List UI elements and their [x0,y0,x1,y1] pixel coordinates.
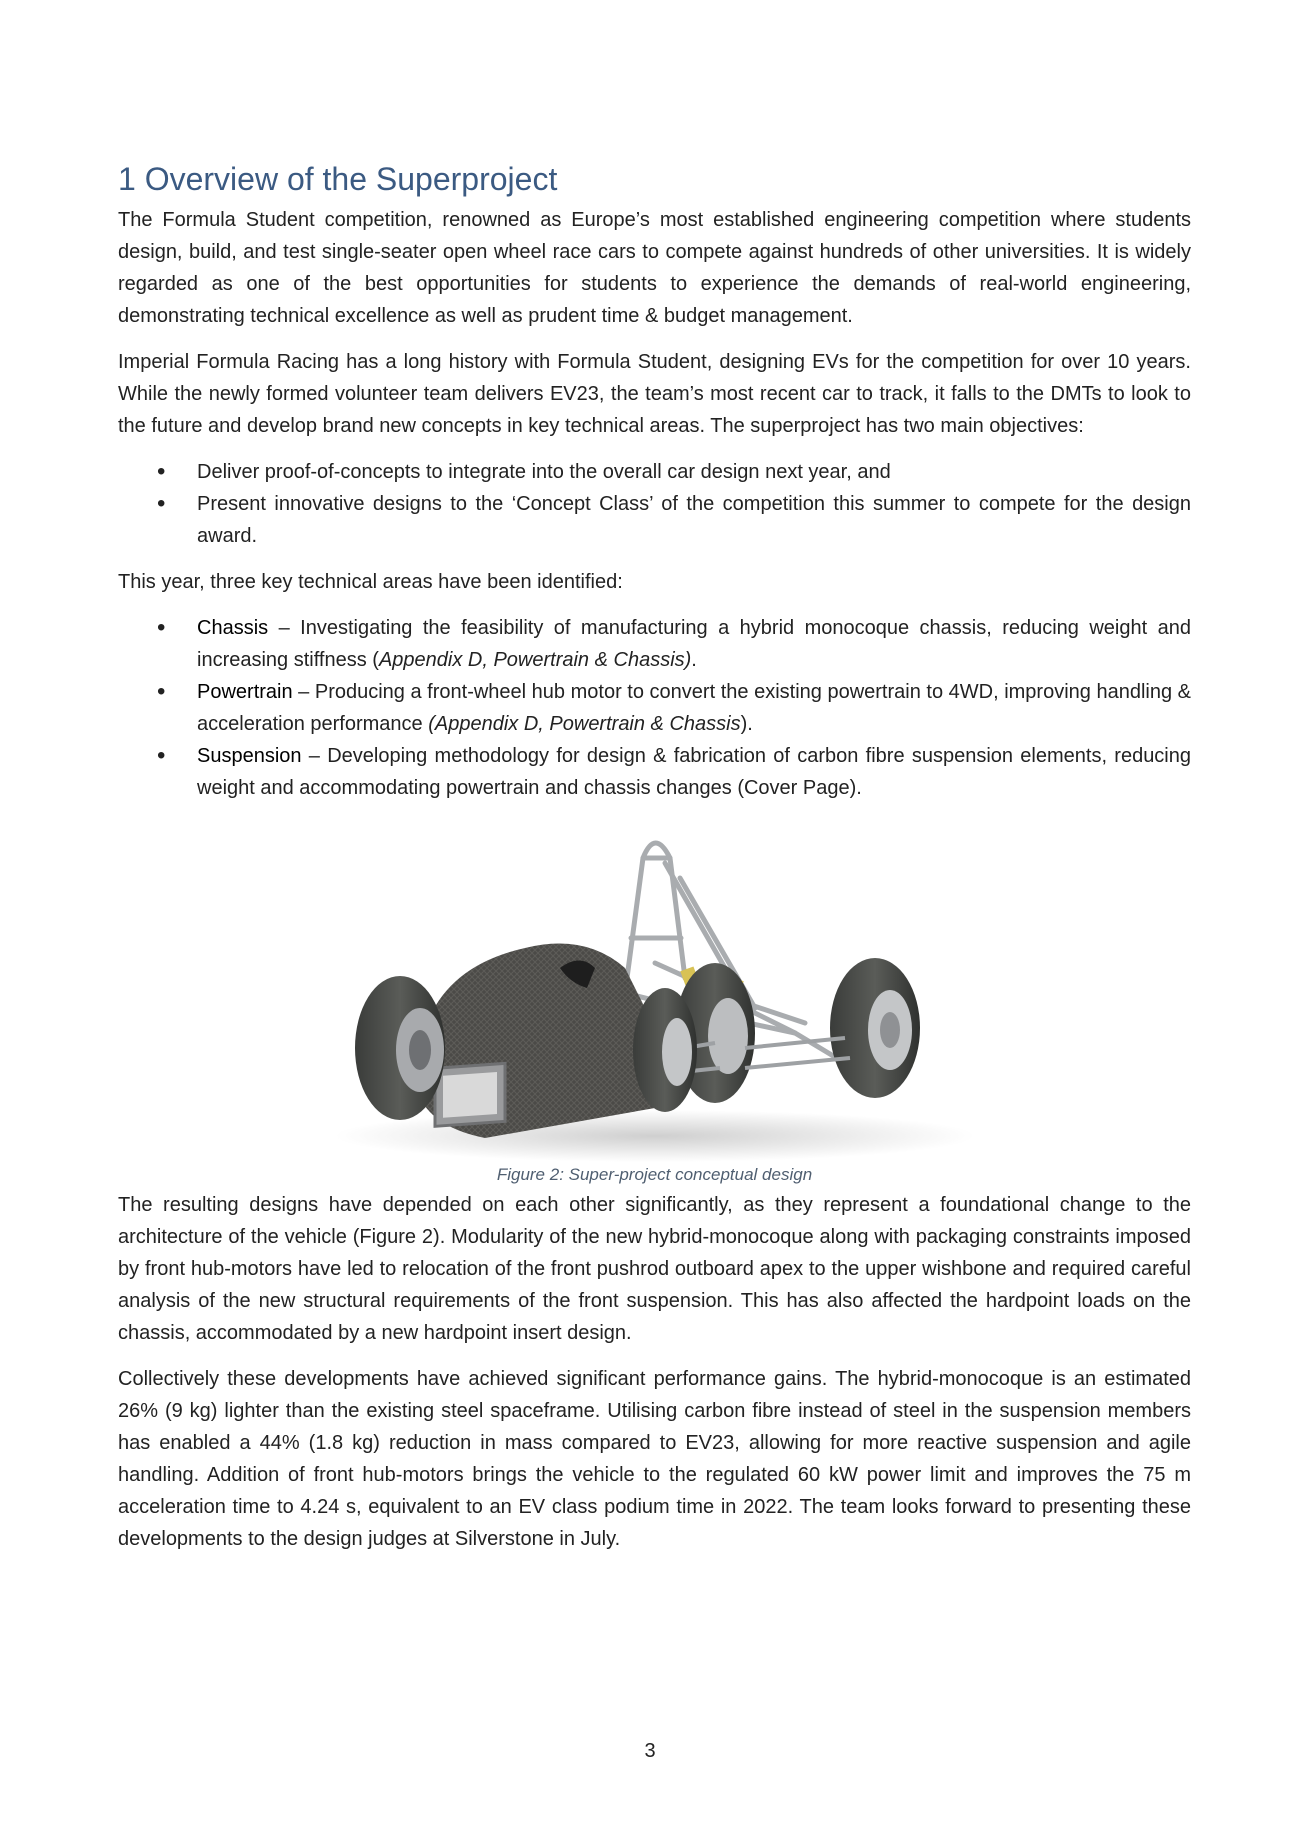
objectives-list [118,456,1191,552]
paragraph-intro: The Formula Student competition, renowned as Europe’s most established engineering competition where students design, build, and test single-seater open wheel race cars to compete against hundreds of other universities. It is widely regarded as one of the best opportunities for students to experience the demands of real-world engineering, demonstrating technical excellence as well as prudent time & budget management. [118,209,1191,328]
objective-item: • Present innovative designs to the ‘Concept Class’ of the competition this summer to compete for the design award. [197,488,1191,552]
figure-caption: Figure 2: Super-project conceptual design [496,1165,813,1185]
area-description: – Producing a front-wheel hub motor to convert the existing powertrain to 4WD, improving handling & acceleration performance [197,681,1191,736]
page-content [118,160,1191,1569]
race-car-illustration [325,818,985,1163]
objective-item: • Deliver proof-of-concepts to integrate into the overall car design next year, and [197,456,1191,488]
area-item-chassis [197,612,1191,676]
area-item-powertrain [197,676,1191,740]
area-term: Suspension [197,745,302,768]
section-heading: 1 Overview of the Superproject [118,161,558,197]
paragraph-areas-intro: This year, three key technical areas have been identified: [118,571,623,594]
page-number: 3 [644,1740,656,1762]
area-description: – Investigating the feasibility of manufacturing a hybrid monocoque chassis, reducing weight and increasing stiffness ( [197,617,1191,672]
area-reference: (Appendix D, Powertrain & Chassis [428,713,741,736]
area-term: Powertrain [197,681,293,704]
paragraph-history: Imperial Formula Racing has a long history with Formula Student, designing EVs for the competition for over 10 years. While the newly formed volunteer team delivers EV23, the team’s most recent car to track, it falls to the DMTs to look to the future and develop brand new concepts in key technical areas. The superproject has two main objectives: [118,351,1191,438]
technical-areas-list [118,612,1191,804]
paragraph-design-interdependence: The resulting designs have depended on each other significantly, as they represent a foundational change to the architecture of the vehicle (Figure 2). Modularity of the new hybrid-monocoque along with packaging constraints imposed by front hub-motors have led to relocation of the front pushrod outboard apex to the upper wishbone and required careful analysis of the new structural requirements of the front suspension. This has also affected the hardpoint loads on the chassis, accommodated by a new hardpoint insert design. [118,1194,1191,1345]
paragraph-performance-gains: Collectively these developments have achieved significant performance gains. The hybrid-monocoque is an estimated 26% (9 kg) lighter than the existing steel spaceframe. Utilising carbon fibre instead of steel in the suspension members has enabled a 44% (1.8 kg) reduction in mass compared to EV23, allowing for more reactive suspension and agile handling. Addition of front hub-motors brings the vehicle to the regulated 60 kW power limit and improves the 75 m acceleration time to 4.24 s, equivalent to an EV class podium time in 2022. The team looks forward to presenting these developments to the design judges at Silverstone in July. [118,1368,1191,1551]
area-description: – Developing methodology for design & fabrication of carbon fibre suspension elements, reducing weight and accommodating powertrain and chassis changes (Cover Page). [197,745,1191,800]
figure-race-car [325,818,985,1163]
area-description-end: ). [740,713,753,736]
area-item-suspension [197,740,1191,804]
area-description-end: . [691,649,697,672]
area-reference: Appendix D, Powertrain & Chassis) [378,649,692,672]
area-term: Chassis [197,617,269,640]
